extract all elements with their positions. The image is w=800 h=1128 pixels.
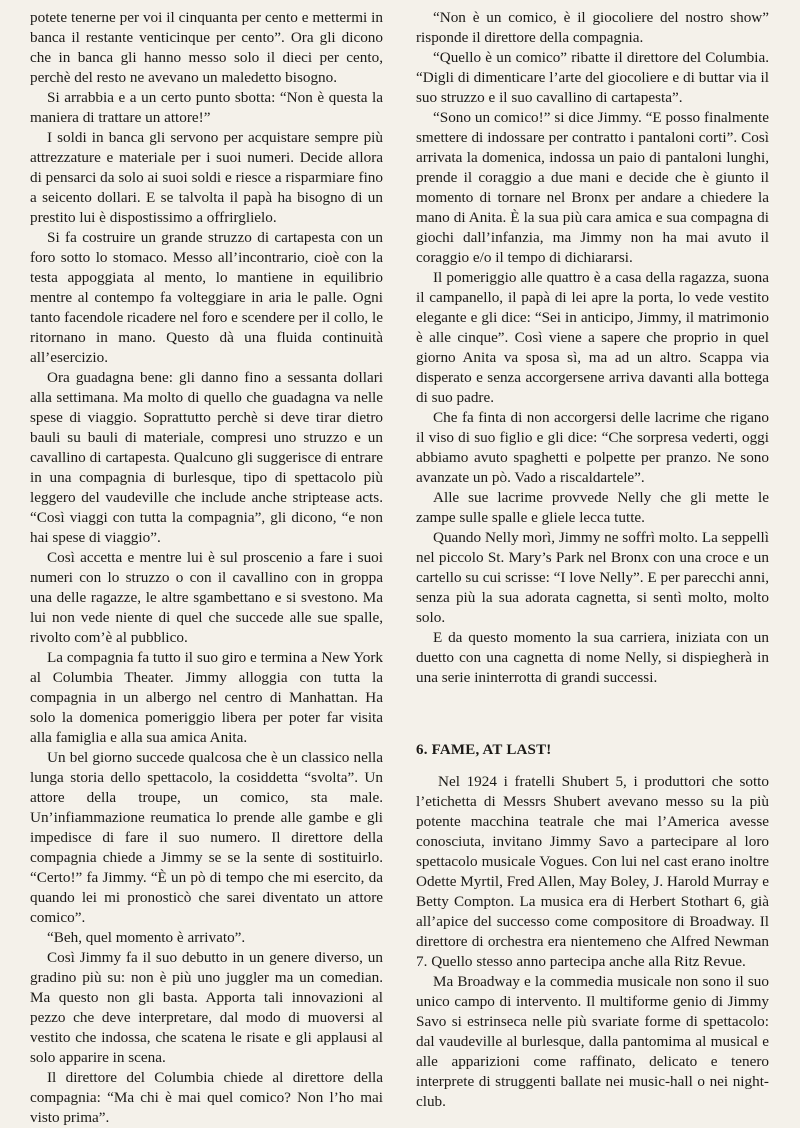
paragraph: Si arrabbia e a un certo punto sbotta: “Non è questa la maniera di trattare un attore!” xyxy=(30,89,383,126)
paragraph: E da questo momento la sua carriera, iniziata con un duetto con una cagnetta di nome Nelly, si dispiegherà in una serie ininterrotta di grandi successi. xyxy=(416,629,769,686)
paragraph: Così accetta e mentre lui è sul proscenio a fare i suoi numeri con lo struzzo o con il cavallino con in groppa una delle ragazze, le altre sgambettano e si svestono. Ma lui non vede niente di quel che succede alle sue spalle, rivolto com’è al pubblico. xyxy=(30,549,383,646)
paragraph: Nel 1924 i fratelli Shubert 5, i produttori che sotto l’etichetta di Messrs Shubert avevano messo su la più potente macchina teatrale che mai l’America avesse conosciuta, invitano Jimmy Savo a partecipare al loro spettacolo musicale Vogues. Con lui nel cast erano inoltre Odette Myrtil, Fred Allen, May Boley, J. Harold Murray e Betty Compton. La musica era di Herbert Stothart 6, già all’apice del successo come compositore di Broadway. Il direttore di orchestra era nientemeno che Alfred Newman 7. Quello stesso anno partecipa anche alla Ritz Revue. xyxy=(416,773,769,970)
paragraph: potete tenerne per voi il cinquanta per cento e mettermi in banca il restante venticinque per cento”. Ora gli dicono che in banca gli hanno messo solo il dieci per cento, perchè del resto ne avevano un maledetto bisogno. xyxy=(30,9,383,86)
left-column xyxy=(30,8,383,1128)
paragraph: Che fa finta di non accorgersi delle lacrime che rigano il viso di suo figlio e gli dice: “Che sorpresa vederti, oggi abbiamo avuto spaghetti e polpette per pranzo. Ne sono avanzate un pò. Vado a riscaldartele”. xyxy=(416,409,769,486)
paragraph: Così Jimmy fa il suo debutto in un genere diverso, un gradino più su: non è più uno juggler ma un comedian. Ma questo non gli basta. Apporta tali innovazioni al pezzo che deve interpretare, dal modo di muoversi al vestito che indossa, che scatena le risate e gli applausi al solo apparire in scena. xyxy=(30,949,383,1066)
paragraph: “Quello è un comico” ribatte il direttore del Columbia. “Digli di dimenticare l’arte del giocoliere e di buttar via il suo struzzo e il suo cavallino di cartapesta”. xyxy=(416,49,769,106)
paragraph: I soldi in banca gli servono per acquistare sempre più attrezzature e materiale per i suoi numeri. Decide allora di pensarci da solo ai suoi soldi e riesce a risparmiare fino a seicento dollari. E se talvolta il papà ha bisogno di un prestito lui è dispostissimo a offrirglielo. xyxy=(30,129,383,226)
paragraph: La compagnia fa tutto il suo giro e termina a New York al Columbia Theater. Jimmy alloggia con tutta la compagnia in un albergo nel centro di Manhattan. Ha solo la domenica pomeriggio libera per poter far visita alla famiglia e alla sua amica Anita. xyxy=(30,649,383,746)
paragraph: “Non è un comico, è il giocoliere del nostro show” risponde il direttore della compagnia. xyxy=(416,9,769,46)
paragraph: Un bel giorno succede qualcosa che è un classico nella lunga storia dello spettacolo, la cosiddetta “svolta”. Un attore della troupe, un comico, sta male. Un’infiammazione reumatica lo prende alle gambe e gli impedisce di fare il suo numero. Il direttore della compagnia chiede a Jimmy se se la sente di sostituirlo. “Certo!” fa Jimmy. “È un pò di tempo che mi esercito, da quando lei mi pronosticò che sarei diventato un attore comico”. xyxy=(30,749,383,926)
paragraph: Il pomeriggio alle quattro è a casa della ragazza, suona il campanello, il papà di lei apre la porta, lo vede vestito elegante e gli dice: “Sei in anticipo, Jimmy, il matrimonio è alle cinque”. Così viene a sapere che proprio in quel giorno Anita va sposa sì, ma ad un altro. Scappa via disperato e senza accorgersene arriva davanti alla bottega di suo padre. xyxy=(416,269,769,406)
paragraph: Il direttore del Columbia chiede al direttore della compagnia: “Ma chi è mai quel comico? Non l’ho mai visto prima”. xyxy=(30,1069,383,1126)
paragraph: “Sono un comico!” si dice Jimmy. “E posso finalmente smettere di indossare per contratto i pantaloni corti”. Così arrivata la domenica, indossa un paio di pantaloni lunghi, prende il coraggio a due mani e decide che è giunto il momento di tornare nel Bronx per andare a chiedere la mano di Anita. È la sua più cara amica e sua compagna di giochi dall’infanzia, ma Jimmy non ha mai avuto il coraggio e/o il tempo di dichiararsi. xyxy=(416,109,769,266)
paragraph: Ora guadagna bene: gli danno fino a sessanta dollari alla settimana. Ma molto di quello che guadagna va nelle spese di viaggio. Soprattutto perchè si deve tirar dietro bauli su bauli di materiale, compresi uno struzzo e un cavallino di cartapesta. Qualcuno gli suggerisce di entrare in una compagnia di burlesque, tipo di spettacolo più leggero del vaudeville che include anche striptease acts. “Così viaggi con tutta la compagnia”, gli dicono, “e non hai spese di viaggio”. xyxy=(30,369,383,546)
right-column xyxy=(416,8,769,1112)
paragraph: Ma Broadway e la commedia musicale non sono il suo unico campo di intervento. Il multiforme genio di Jimmy Savo si estrinseca nelle più svariate forme di spettacolo: dal vaudeville al burlesque, dalla pantomima al musical e alle apparizioni come raffinato, delicato e tenero interprete di struggenti ballate nei music-hall o nei night-club. xyxy=(416,973,769,1110)
paragraph: “Beh, quel momento è arrivato”. xyxy=(47,929,246,946)
paragraph: Alle sue lacrime provvede Nelly che gli mette le zampe sulle spalle e gliele lecca tutte. xyxy=(416,489,769,526)
paragraph: Si fa costruire un grande struzzo di cartapesta con un foro sotto lo stomaco. Messo all’incontrario, cioè con la testa appoggiata al mento, lo mantiene in equilibrio mentre al contempo fa volteggiare in aria le palle. Ogni tanto facendole ricadere nel foro e scendere per il collo, le ritornano in mano. Questo dà una fluida continuità all’esercizio. xyxy=(30,229,383,366)
paragraph: Quando Nelly morì, Jimmy ne soffrì molto. La seppellì nel piccolo St. Mary’s Park nel Bronx con una croce e un cartello su cui scrisse: “I love Nelly”. E per parecchi anni, senza più la sua adorata cagnetta, si sentì molto, molto solo. xyxy=(416,529,769,626)
section-heading: 6. FAME, AT LAST! xyxy=(416,742,552,758)
